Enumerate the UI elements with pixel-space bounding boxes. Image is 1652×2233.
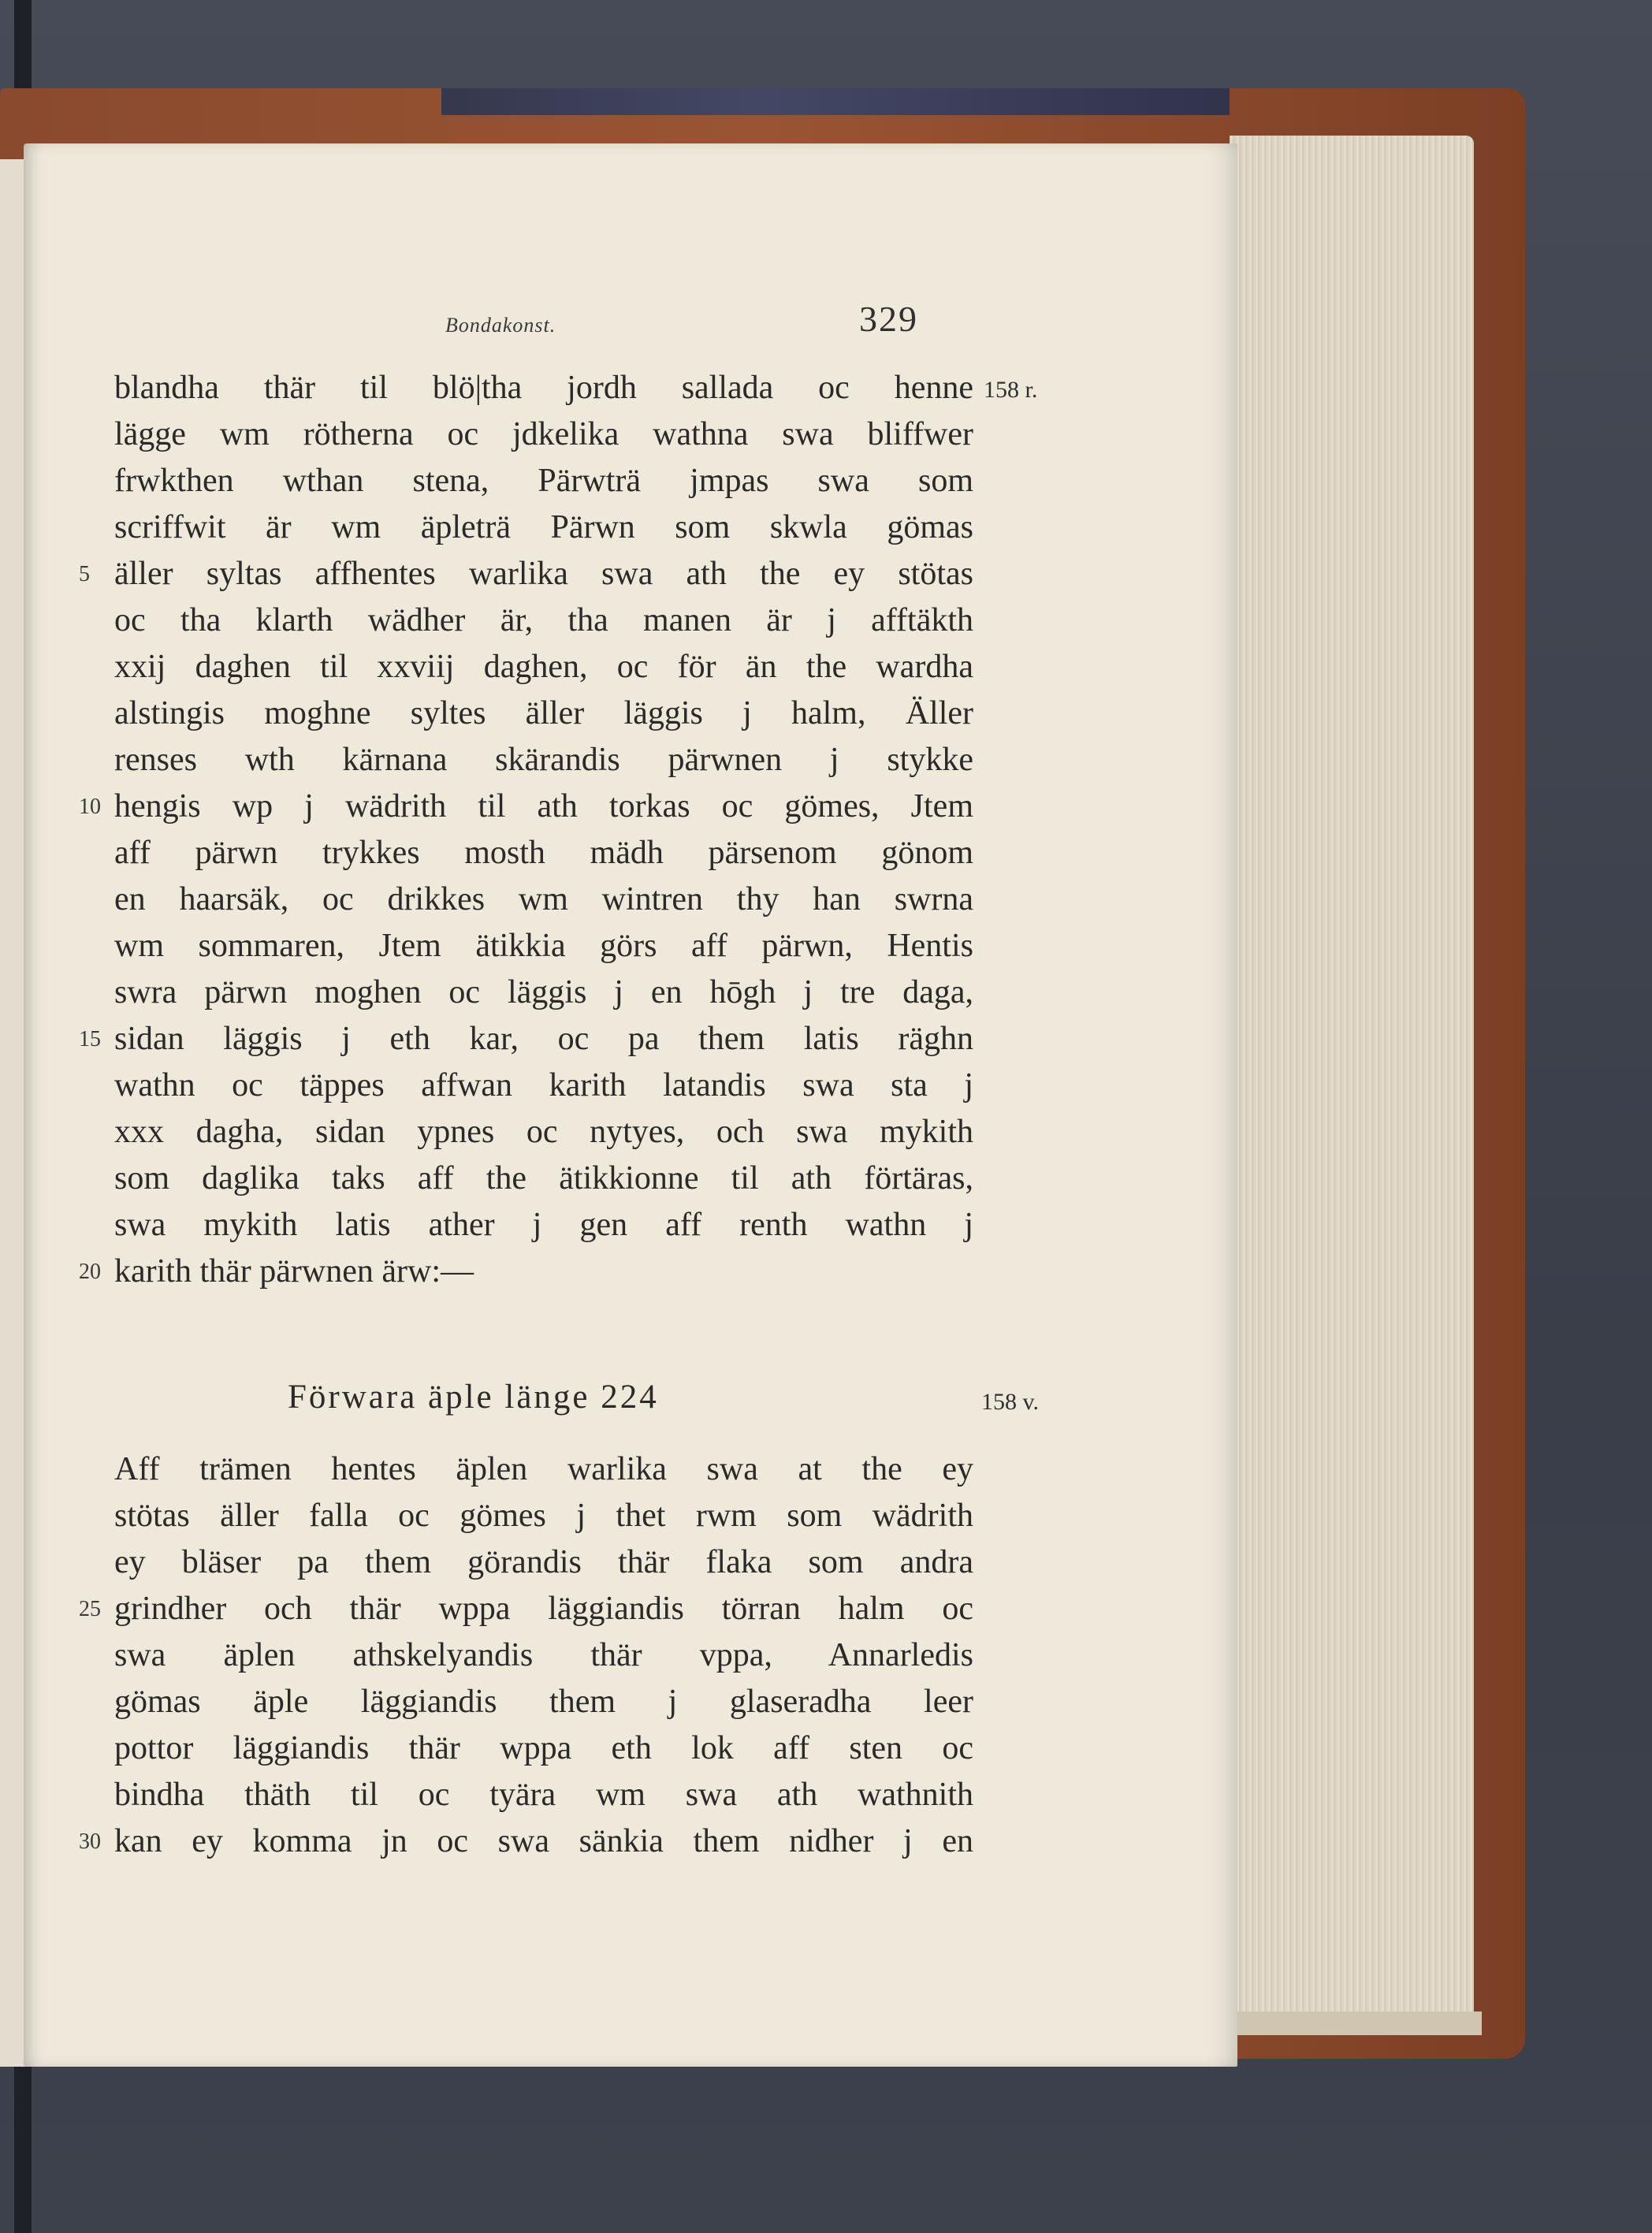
text-line: [114, 876, 973, 923]
text-line: [114, 458, 973, 504]
text-line: [114, 1632, 973, 1679]
text-line-content: blandha thär til blö|tha jordh sallada oc henne: [114, 370, 973, 406]
text-line-content: frwkthen wthan stena, Pärwträ jmpas swa som: [114, 463, 973, 499]
folio-note-verso: 158 v.: [981, 1389, 1040, 1415]
text-line: [114, 923, 973, 969]
text-line: [79, 1016, 973, 1063]
text-line-content: hengis wp j wädrith til ath torkas oc gömes, Jtem: [114, 788, 973, 824]
text-line-content: aff pärwn trykkes mosth mädh pärsenom gönom: [114, 835, 973, 871]
previous-page-edge: [0, 159, 27, 2067]
text-line: [114, 1063, 973, 1109]
text-line-content: ey bläser pa them görandis thär flaka som andra: [114, 1544, 973, 1580]
text-line: [114, 1725, 973, 1772]
text-line: [114, 597, 973, 644]
text-line: [114, 1202, 973, 1249]
text-line-content: karith thär pärwnen ärw:—: [114, 1253, 474, 1290]
text-line: [114, 504, 973, 551]
text-line: [79, 1586, 973, 1632]
text-line: [114, 690, 973, 737]
cover-band: [441, 88, 1230, 115]
page-number: 329: [859, 299, 918, 339]
text-line: [114, 365, 973, 411]
text-line-content: xxij daghen til xxviij daghen, oc för än the wardha: [114, 649, 973, 685]
text-line-content: kan ey komma jn oc swa sänkia them nidher j en: [114, 1823, 973, 1859]
page-block-bottom: [1230, 2012, 1482, 2035]
text-line-content: sidan läggis j eth kar, oc pa them latis räghn: [114, 1021, 973, 1057]
text-line: [114, 644, 973, 690]
text-line-content: gömas äple läggiandis them j glaseradha leer: [114, 1684, 973, 1720]
text-line-content: xxx dagha, sidan ypnes oc nytyes, och swa mykith: [114, 1114, 973, 1150]
page-block-edges: [1230, 136, 1474, 2027]
text-line-content: oc tha klarth wädher är, tha manen är j afftäkth: [114, 602, 973, 638]
text-line-content: swa mykith latis ather j gen aff renth wathn j: [114, 1207, 973, 1243]
text-line-content: wm sommaren, Jtem ätikkia görs aff pärwn, Hentis: [114, 928, 973, 964]
text-line-content: grindher och thär wppa läggiandis törran halm oc: [114, 1591, 973, 1627]
text-line: [114, 1446, 973, 1493]
text-line: [114, 1493, 973, 1539]
line-number: 10: [79, 795, 101, 819]
line-number: 30: [79, 1829, 101, 1854]
text-line: [79, 551, 973, 597]
text-line: [114, 969, 973, 1016]
line-number: 5: [79, 562, 90, 586]
text-line: [114, 1109, 973, 1156]
section-2-text: [79, 1446, 973, 1865]
text-line-content: swa äplen athskelyandis thär vppa, Annarledis: [114, 1637, 973, 1673]
text-line-content: som daglika taks aff the ätikkionne til ath förtäras,: [114, 1160, 973, 1197]
text-line-content: alstingis moghne syltes äller läggis j halm, Äller: [114, 695, 973, 731]
folio-note-recto: 158 r.: [984, 377, 1038, 403]
text-line: [114, 830, 973, 876]
text-line: [114, 411, 973, 458]
text-line-content: lägge wm rötherna oc jdkelika wathna swa bliffwer: [114, 416, 973, 452]
section-heading: Förwara äple länge 224: [288, 1379, 659, 1416]
text-line-content: swra pärwn moghen oc läggis j en hōgh j tre daga,: [114, 974, 973, 1010]
text-line-content: wathn oc täppes affwan karith latandis swa sta j: [114, 1067, 973, 1103]
text-line-content: en haarsäk, oc drikkes wm wintren thy han swrna: [114, 881, 973, 917]
line-number: 20: [79, 1260, 101, 1284]
text-line-content: scriffwit är wm äpleträ Pärwn som skwla gömas: [114, 509, 973, 545]
text-line-content: renses wth kärnana skärandis pärwnen j stykke: [114, 742, 973, 778]
text-line: [114, 1679, 973, 1725]
line-number: 25: [79, 1597, 101, 1621]
line-number: 15: [79, 1027, 101, 1051]
text-line: [79, 783, 973, 830]
text-line-content: Aff trämen hentes äplen warlika swa at the ey: [114, 1451, 973, 1487]
text-line: [114, 1156, 973, 1202]
text-line: [79, 1249, 973, 1295]
section-1-text: [79, 365, 973, 1295]
text-line: [114, 1772, 973, 1818]
text-line: [114, 737, 973, 783]
text-line-content: bindha thäth til oc tyära wm swa ath wathnith: [114, 1777, 973, 1813]
text-line: [114, 1539, 973, 1586]
text-line-content: stötas äller falla oc gömes j thet rwm som wädrith: [114, 1498, 973, 1534]
running-head-title: Bondakonst.: [445, 314, 556, 337]
text-line-content: pottor läggiandis thär wppa eth lok aff sten oc: [114, 1730, 973, 1766]
text-line-content: äller syltas affhentes warlika swa ath the ey stötas: [114, 556, 973, 592]
text-line: [79, 1818, 973, 1865]
